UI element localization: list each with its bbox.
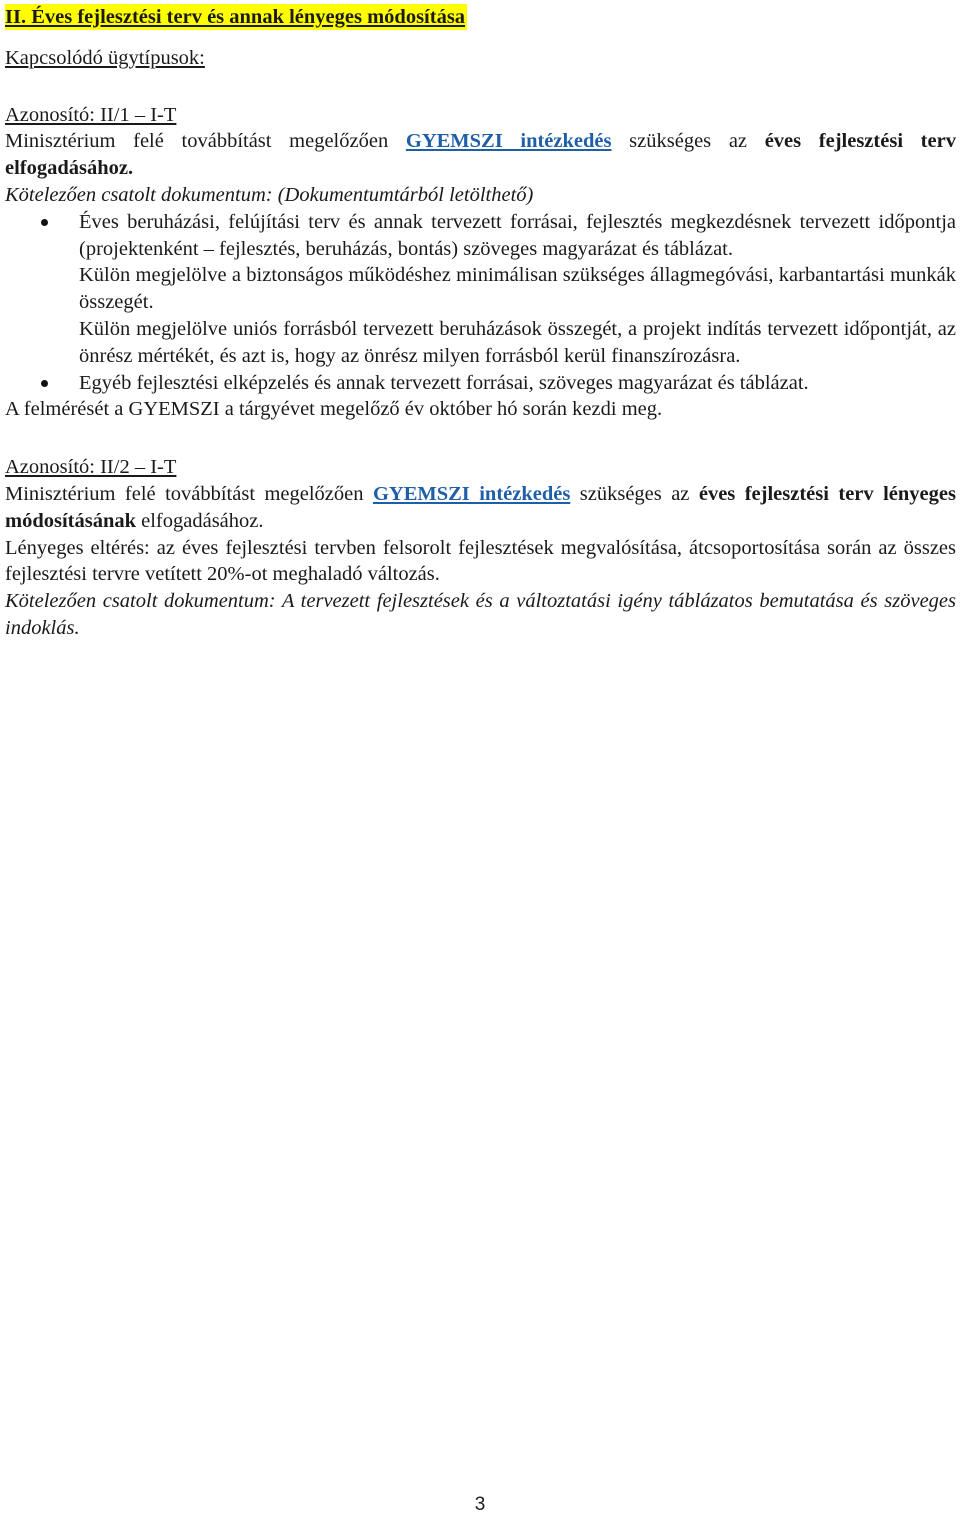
- bullet-icon: [41, 219, 48, 226]
- item1-doc-paren: (Dokumentumtárból letölthető): [272, 183, 534, 206]
- item1-doc-label: Kötelezően csatolt dokumentum:: [5, 183, 273, 206]
- item1-line1-bold: éves fejlesztési terv elfogadásához.: [5, 130, 956, 180]
- item1-bullet1-para3: Külön megjelölve uniós forrásból tervezett beruházások összegét, a projekt indítás tervezett időpontját, az önrész mértékét, és azt is, hogy az önrész milyen forrásból kerül finanszírozásra.: [79, 317, 956, 367]
- item1-line1-pre: Minisztérium felé továbbítást megelőzően: [5, 130, 406, 153]
- item2-gyemszi-link[interactable]: GYEMSZI intézkedés: [372, 482, 571, 505]
- list-item: [79, 370, 956, 397]
- item1-bullet2-text: Egyéb fejlesztési elképzelés és annak tervezett forrásai, szöveges magyarázat és táblázat.: [79, 371, 809, 394]
- document-page: [5, 4, 956, 642]
- item1-line1-mid: szükséges az: [611, 130, 765, 153]
- item1-bullet-list: [5, 209, 956, 397]
- item2-line1-bold: éves fejlesztési terv lényeges módosításának: [5, 482, 956, 532]
- item2-line1-pre: Minisztérium felé továbbítást megelőzően: [5, 482, 373, 505]
- item1-survey-text: A felmérését a GYEMSZI a tárgyévet megelőző év október hó során kezdi meg.: [5, 398, 663, 421]
- item2-description: [5, 481, 956, 535]
- item1-doc-line: [5, 182, 956, 209]
- item2-line1-mid: szükséges az: [570, 482, 699, 505]
- item1-bullet1-text: Éves beruházási, felújítási terv és annak tervezett forrásai, fejlesztés megkezdésnek tervezett időpontja (projektenként – fejlesztés, beruházás, bontás) szöveges magyarázat és táblázat.: [79, 210, 956, 260]
- item1-description: [5, 128, 956, 182]
- item1-gyemszi-link[interactable]: GYEMSZI intézkedés: [405, 130, 612, 153]
- item2-doc-text: Kötelezően csatolt dokumentum: A tervezett fejlesztések és a változtatási igény táblázatos bemutatása és szöveges indoklás.: [5, 590, 956, 639]
- item1-bullet1-para2: Külön megjelölve a biztonságos működéshez minimálisan szükséges állagmegóvási, karbantartási munkák összegét.: [79, 264, 956, 314]
- item2-id-label: Azonosító: II/2 – I-T: [5, 456, 177, 479]
- page-number: 3: [474, 1494, 486, 1515]
- item1-id-label: Azonosító: II/1 – I-T: [5, 103, 177, 126]
- section-title-text: II. Éves fejlesztési terv és annak lényeges módosítása: [5, 6, 466, 28]
- item2-line1-end: elfogadásához.: [136, 509, 264, 532]
- related-types-label: Kapcsolódó ügytípusok:: [5, 46, 205, 69]
- item2-deviation-text: Lényeges eltérés: az éves fejlesztési tervben felsorolt fejlesztések megvalósítása, átcsoportosítása során az összes fejlesztési tervre vetített 20%-ot meghaladó változás.: [5, 536, 956, 586]
- list-item: [79, 209, 956, 370]
- section-title: [5, 4, 956, 31]
- bullet-icon: [41, 380, 48, 387]
